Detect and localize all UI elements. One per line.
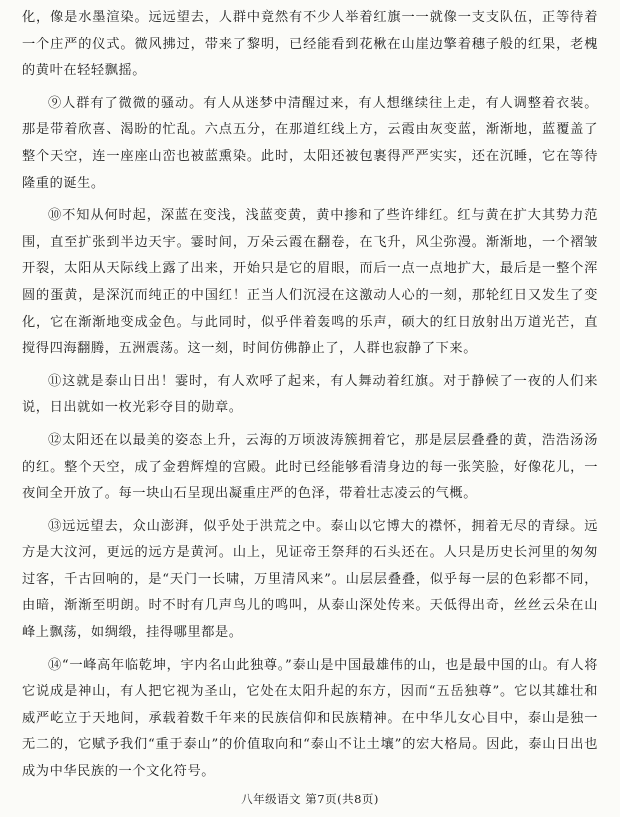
paragraph-11: ⑪这就是泰山日出！霎时，有人欢呼了起来，有人舞动着红旗。对于静候了一夜的人们来说，日出就如一枚光彩夺目的勋章。 bbox=[22, 373, 598, 416]
paragraph-14: ⑭“一峰高年临乾坤，宇内名山此独尊。”泰山是中国最雄伟的山，也是最中国的山。有人将它说成是神山，有人把它视为圣山，它处在太阳升起的东方，因而“五岳独尊”。它以其雄壮和威严屹立于天地间，承载着数千年来的民族信仰和民族精神。在中华儿女心目中，泰山是独一无二的，它赋予我们“重于泰山”的价值取向和“泰山不让土壤”的宏大格局。因此，泰山日出也成为中华民族的一个文化符号。 bbox=[22, 657, 598, 780]
paragraph-10: ⑩不知从何时起，深蓝在变浅，浅蓝变黄，黄中掺和了些许绯红。红与黄在扩大其势力范围，直至扩张到半边天宇。霎时间，万朵云霞在翻卷，在飞升，风尘弥漫。渐渐地，一个褶皱开裂，太阳从天际线上露了出来，开始只是它的眉眼，而后一点一点地扩大，最后是一整个浑圆的蛋黄，是深沉而纯正的中国红！正当人们沉浸在这激动人心的一刻，那轮红日又发生了变化，它在渐渐地变成金色。与此同时，似乎伴着轰鸣的乐声，硕大的红日放射出万道光芒，直搅得四海翻腾，五洲震荡。这一刻，时间仿佛静止了，人群也寂静了下来。 bbox=[22, 208, 598, 357]
paragraph-12: ⑫太阳还在以最美的姿态上升，云海的万顷波涛簇拥着它，那是层层叠叠的黄，浩浩汤汤的红。整个天空，成了金碧辉煌的宫殿。此时已经能够看清身边的每一张笑脸，好像花儿，一夜间全开放了。每一块山石呈现出凝重庄严的色泽，带着壮志凌云的气概。 bbox=[22, 432, 598, 502]
paragraph-continued: 化，像是水墨渲染。远远望去，人群中竟然有不少人举着红旗一一就像一支支队伍，正等待着一个庄严的仪式。微风拂过，带来了黎明，已经能看到花楸在山崖边擎着穗子般的红果，老槐的黄叶在轻轻飘摇。 bbox=[22, 10, 598, 79]
paragraph-9: ⑨人群有了微微的骚动。有人从迷梦中清醒过来，有人想继续往上走，有人调整着衣装。那是带着欣喜、渴盼的忙乱。六点五分，在那道红线上方，云霞由灰变蓝，渐渐地，蓝覆盖了整个天空，连一座座山峦也被蓝熏染。此时，太阳还被包裹得严严实实，还在沉睡，它在等待隆重的诞生。 bbox=[22, 95, 598, 191]
page-footer: 八年级语文 第7页(共8页) bbox=[241, 792, 379, 806]
paragraph-13: ⑬远远望去，众山澎湃，似乎处于洪荒之中。泰山以它博大的襟怀，拥着无尽的青绿。远方是大汶河，更远的远方是黄河。山上，见证帝王祭拜的石头还在。人只是历史长河里的匆匆过客，千古回响的，是“天门一长啸，万里清风来”。山层层叠叠，似乎每一层的色彩都不同，由暗，渐渐至明朗。时不时有几声鸟儿的鸣叫，从泰山深处传来。天低得出奇，丝丝云朵在山峰上飘荡，如绸缎，挂得哪里都是。 bbox=[22, 518, 598, 641]
